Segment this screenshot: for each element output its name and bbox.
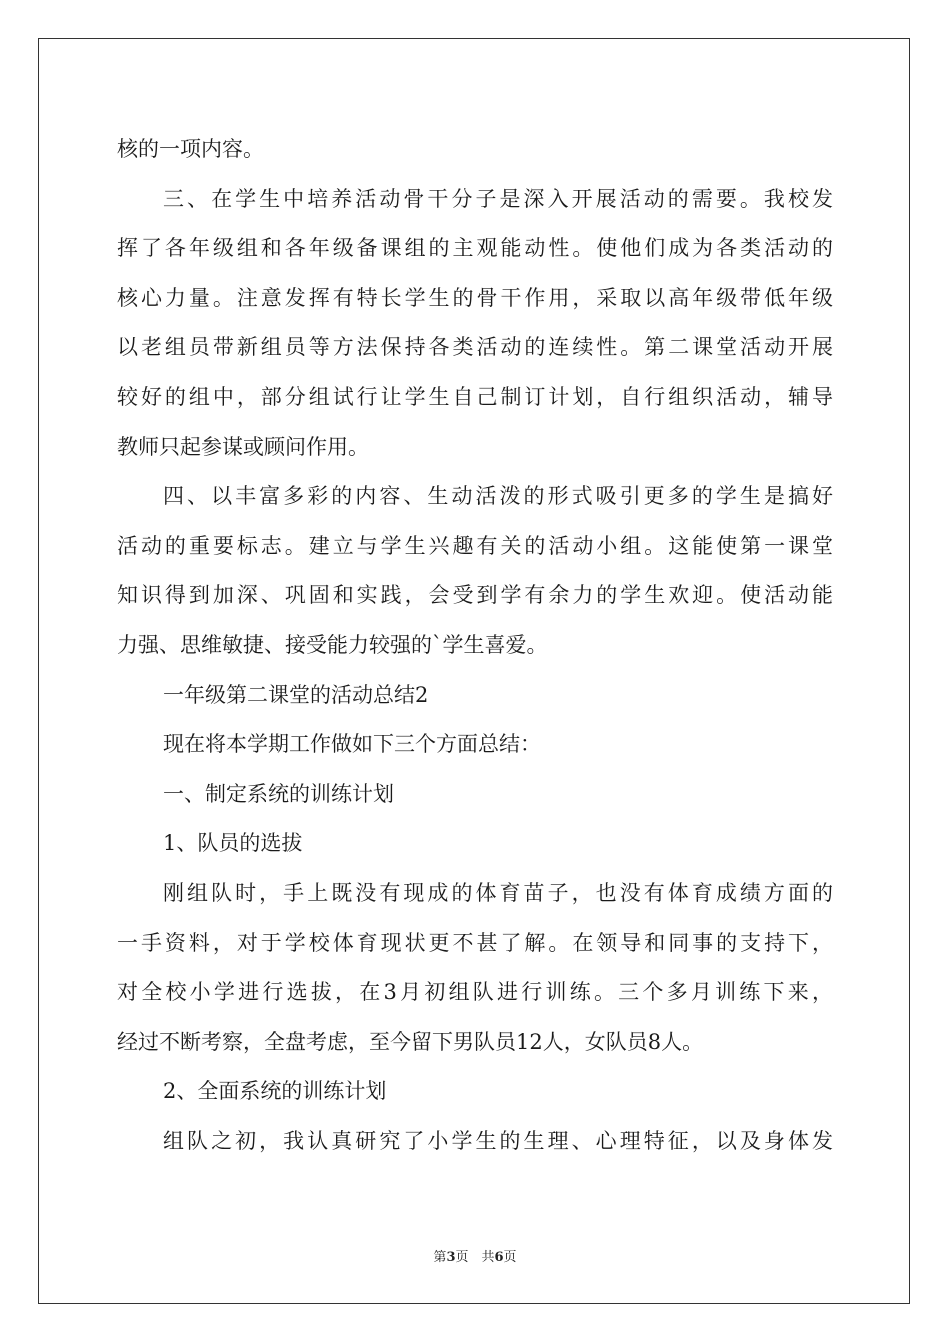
text-line: 核的一项内容。 xyxy=(117,137,264,161)
text-line: 活动的重要标志。建立与学生兴趣有关的活动小组。这能使第一课堂 xyxy=(117,533,833,558)
text-line: 核心力量。注意发挥有特长学生的骨干作用，采取以高年级带低年级 xyxy=(117,285,833,310)
text-line: 一手资料，对于学校体育现状更不甚了解。在领导和同事的支持下， xyxy=(117,930,833,955)
footer-suffix: 页 xyxy=(503,1250,517,1265)
document-body xyxy=(117,125,833,1166)
text-line: 知识得到加深、巩固和实践，会受到学有余力的学生欢迎。使活动能 xyxy=(117,583,833,608)
text-line: 刚组队时，手上既没有现成的体育苗子，也没有体育成绩方面的 xyxy=(163,880,833,905)
text-line: 一年级第二课堂的活动总结2 xyxy=(163,682,429,707)
current-page-number: 3 xyxy=(446,1250,456,1265)
text-line: 四、以丰富多彩的内容、生动活泼的形式吸引更多的学生是搞好 xyxy=(163,484,833,509)
text-line: 经过不断考察，全盘考虑，至今留下男队员12人，女队员8人。 xyxy=(117,1029,704,1054)
text-line: 一、制定系统的训练计划 xyxy=(163,781,394,806)
text-line: 组队之初，我认真研究了小学生的生理、心理特征，以及身体发 xyxy=(163,1128,833,1153)
text-line: 对全校小学进行选拔，在3月初组队进行训练。三个多月训练下来， xyxy=(117,980,833,1005)
text-line: 现在将本学期工作做如下三个方面总结： xyxy=(163,732,541,757)
text-line: 以老组员带新组员等方法保持各类活动的连续性。第二课堂活动开展 xyxy=(117,335,833,360)
footer-prefix: 第 xyxy=(433,1250,447,1265)
footer-mid: 页 共 xyxy=(455,1250,495,1265)
total-page-count: 6 xyxy=(494,1250,504,1265)
text-line: 较好的组中，部分组试行让学生自己制订计划，自行组织活动，辅导 xyxy=(117,384,833,409)
text-line: 2、全面系统的训练计划 xyxy=(163,1079,387,1104)
text-line: 力强、思维敏捷、接受能力较强的`学生喜爱。 xyxy=(117,632,548,657)
text-line: 挥了各年级组和各年级备课组的主观能动性。使他们成为各类活动的 xyxy=(117,236,833,261)
text-line: 三、在学生中培养活动骨干分子是深入开展活动的需要。我校发 xyxy=(163,186,833,211)
text-line: 教师只起参谋或顾问作用。 xyxy=(117,434,369,459)
page-footer xyxy=(0,1246,950,1265)
text-line: 1、队员的选拔 xyxy=(163,831,303,856)
